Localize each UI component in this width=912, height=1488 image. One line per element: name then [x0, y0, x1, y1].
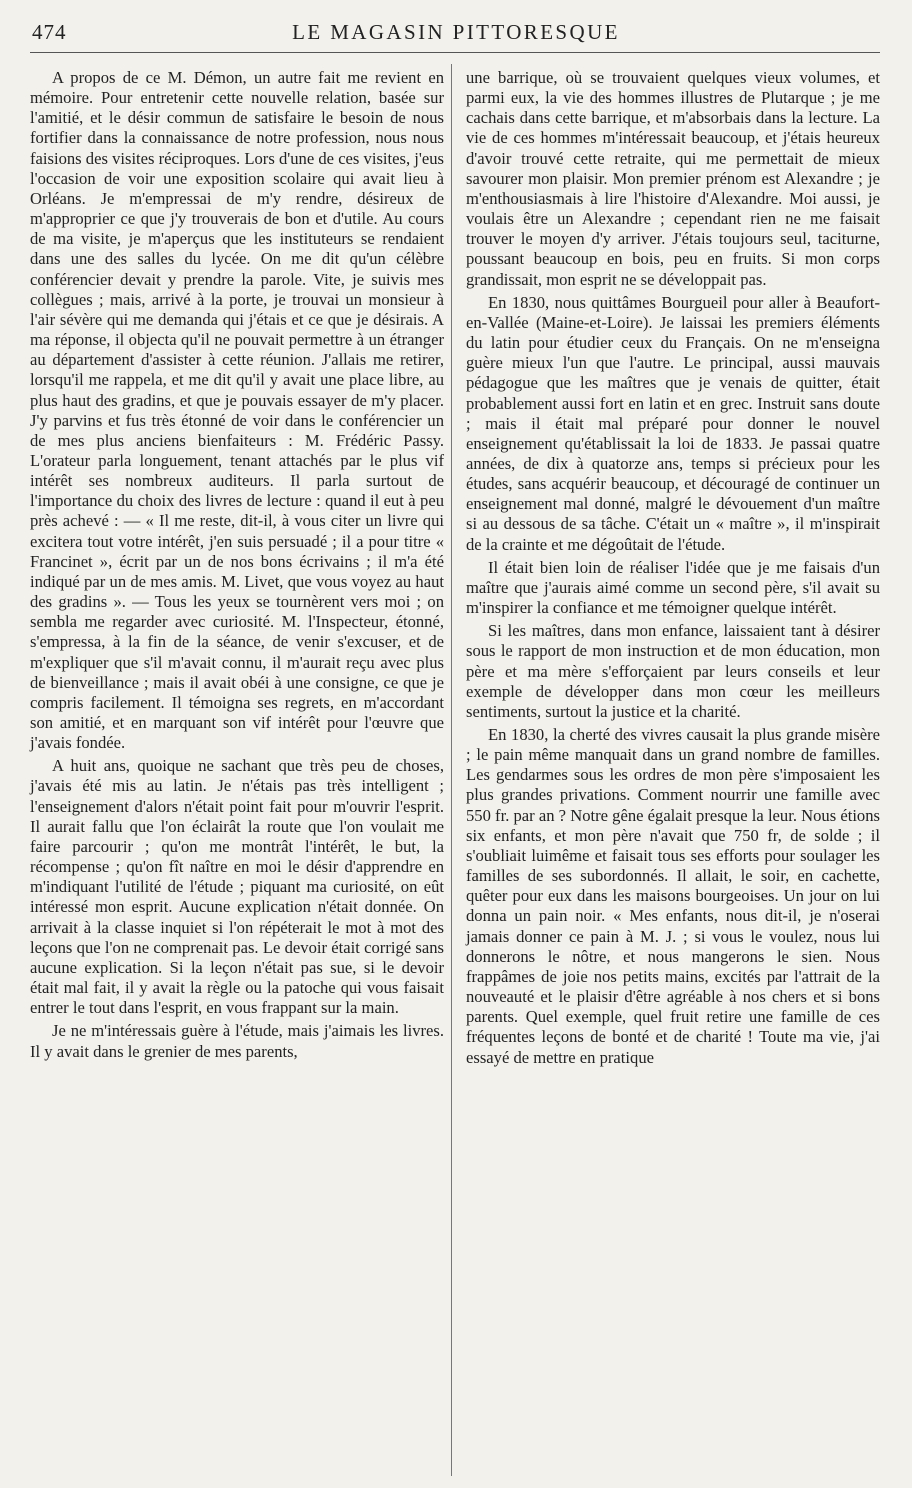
page-header — [30, 14, 882, 50]
paragraph: une barrique, où se trouvaient quelques vieux volumes, et parmi eux, la vie des hommes illustres de Plutarque ; je me cachais dans cette barrique, et m'absorbais dans la lecture. La vie de ces hommes m'intéressait beaucoup, et j'étais heureux d'avoir trouvé cette retraite, qui me permettait de mieux savourer mon plaisir. Mon premier prénom est Alexandre ; je m'enthousiasmais à lire l'histoire d'Alexandre. Moi aussi, je voulais être un Alexandre ; cependant rien ne me faisait trouver le moyen d'y arriver. J'étais toujours seul, taciturne, poussant beaucoup en bois, peu en fruits. Si mon corps grandissait, mon esprit ne se développait pas. — [466, 68, 880, 289]
page-number: 474 — [32, 20, 67, 44]
paragraph: Je ne m'intéressais guère à l'étude, mais j'aimais les livres. Il y avait dans le grenier de mes parents, — [30, 1021, 444, 1061]
paragraph: Si les maîtres, dans mon enfance, laissaient tant à désirer sous le rapport de mon instruction et de mon éducation, mon père et ma mère s'efforçaient par leurs conseils et leur exemple de développer dans mon cœur les meilleurs sentiments, surtout la justice et la charité. — [466, 621, 880, 721]
journal-title: LE MAGASIN PITTORESQUE — [292, 20, 620, 44]
left-column — [30, 68, 444, 1065]
paragraph: A huit ans, quoique ne sachant que très peu de choses, j'avais été mis au latin. Je n'étais pas très intelligent ; l'enseignement d'alors n'était point fait pour m'ouvrir l'esprit. Il aurait fallu que l'on éclairât la route que l'on voulait me faire parcourir ; qu'on me montrât l'intérêt, le but, la récompense ; qu'on fît naître en moi le désir d'apprendre en m'indiquant l'utilité de l'étude ; piquant ma curiosité, on eût intéressé mon esprit. Aucune explication n'était donnée. On arrivait à la classe inquiet si l'on répéterait le mot à mot des leçons que l'on ne comprenait pas. Le devoir était corrigé sans aucune explication. Si la leçon n'était pas sue, si le devoir était mal fait, il y avait la règle ou la patoche qui vous faisait entrer le tout dans l'esprit, en vous frappant sur la main. — [30, 756, 444, 1018]
paragraph: A propos de ce M. Démon, un autre fait me revient en mémoire. Pour entretenir cette nouvelle relation, basée sur l'amitié, et le désir commun de satisfaire le besoin de nous fortifier dans la connaissance de notre profession, nous nous faisions des visites réciproques. Lors d'une de ces visites, j'eus l'occasion de voir une exposition scolaire qui avait lieu à Orléans. Je m'empressai de m'y rendre, désireux de m'approprier ce que j'y trouverais de bon et d'utile. Au cours de ma visite, je m'aperçus que les instituteurs se rendaient dans une des salles du lycée. On me dit qu'un célèbre conférencier devait y prendre la parole. Vite, je suivis mes collègues ; mais, arrivé à la porte, je trouvai un monsieur à l'air sévère qui me demanda qui j'étais et ce que je désirais. A ma réponse, il objecta qu'il ne pouvait permettre à un étranger au département d'assister à cette réunion. J'allais me retirer, lorsqu'il me rappela, et me dit qu'il y avait une place libre, au plus haut des gradins, et que je pouvais essayer de m'y placer. J'y parvins et fus très étonné de voir dans le conférencier un de mes plus anciens bienfaiteurs : M. Frédéric Passy. L'orateur parla longuement, tenant attachés par le plus vif intérêt ses nombreux auditeurs. Il parla surtout de l'importance du choix des livres de lecture : quand il eut à peu près achevé : — « Il me reste, dit-il, à vous citer un livre qui excitera tout votre intérêt, j'en suis persuadé ; il a pour titre « Francinet », écrit par un de nos bons écrivains ; il m'a été indiqué par un de mes amis. M. Livet, que vous voyez au haut des gradins ». — Tous les yeux se tournèrent vers moi ; on sembla me regarder avec curiosité. M. l'Inspecteur, étonné, s'empressa, à la fin de la séance, de venir s'excuser, et de m'expliquer que s'il m'avait connu, il m'aurait reçu avec plus de bienveillance ; mais il avait obéi à une consigne, ce que je compris facilement. Il témoigna ses regrets, en m'accordant son amitié, et en marquant son vif intérêt pour l'œuvre que j'avais fondée. — [30, 68, 444, 753]
column-divider — [451, 64, 452, 1476]
header-rule — [30, 52, 880, 53]
right-column — [466, 68, 880, 1071]
paragraph: Il était bien loin de réaliser l'idée que je me faisais d'un maître que j'aurais aimé comme un second père, s'il avait su m'inspirer la confiance et me témoigner quelque intérêt. — [466, 557, 880, 618]
paragraph: En 1830, nous quittâmes Bourgueil pour aller à Beaufort-en-Vallée (Maine-et-Loire). Je laissai les premiers éléments du latin pour étudier ceux du Français. On ne m'enseigna guère mieux l'un que l'autre. Le principal, aussi mauvais pédagogue que les maîtres que je venais de quitter, était probablement aussi fort en latin et en grec. Instruit sans doute ; mais il était mal préparé pour donner le nouvel enseignement qu'établissait la loi de 1833. Je passai quatre années, de dix à quatorze ans, temps si précieux pour les études, sans acquérir beaucoup, et découragé de continuer un enseignement mal donné, malgré le dévouement d'un maître si au dessous de sa tâche. C'était un « maître », il m'inspirait de la crainte et me dégoûtait de l'étude. — [466, 292, 880, 554]
paragraph: En 1830, la cherté des vivres causait la plus grande misère ; le pain même manquait dans un grand nombre de familles. Les gendarmes sous les ordres de mon père s'imposaient les plus grandes privations. Comment nourrir une famille avec 550 fr. par an ? Notre gêne égalait presque la leur. Nous étions six enfants, et mon père n'avait que 750 fr, de solde ; il s'oubliait luimême et faisait tous ses efforts pour soulager les familles de ses subordonnés. Il allait, le soir, en cachette, quêter pour eux dans les maisons bourgeoises. Un jour on lui donna un pain noir. « Mes enfants, nous dit-il, je n'oserai jamais donner ce pain à M. J. ; si vous le voulez, nous lui donnerons le nôtre, et nous mangerons le sien. Nous frappâmes de joie nos petits mains, excités par l'attrait de la nouveauté et le plaisir d'être agréable à nos chers et si bons parents. Quel exemple, quel fruit retire une famille de ces fréquentes leçons de bonté et de charité ! Toute ma vie, j'ai essayé de mettre en pratique — [466, 725, 880, 1067]
